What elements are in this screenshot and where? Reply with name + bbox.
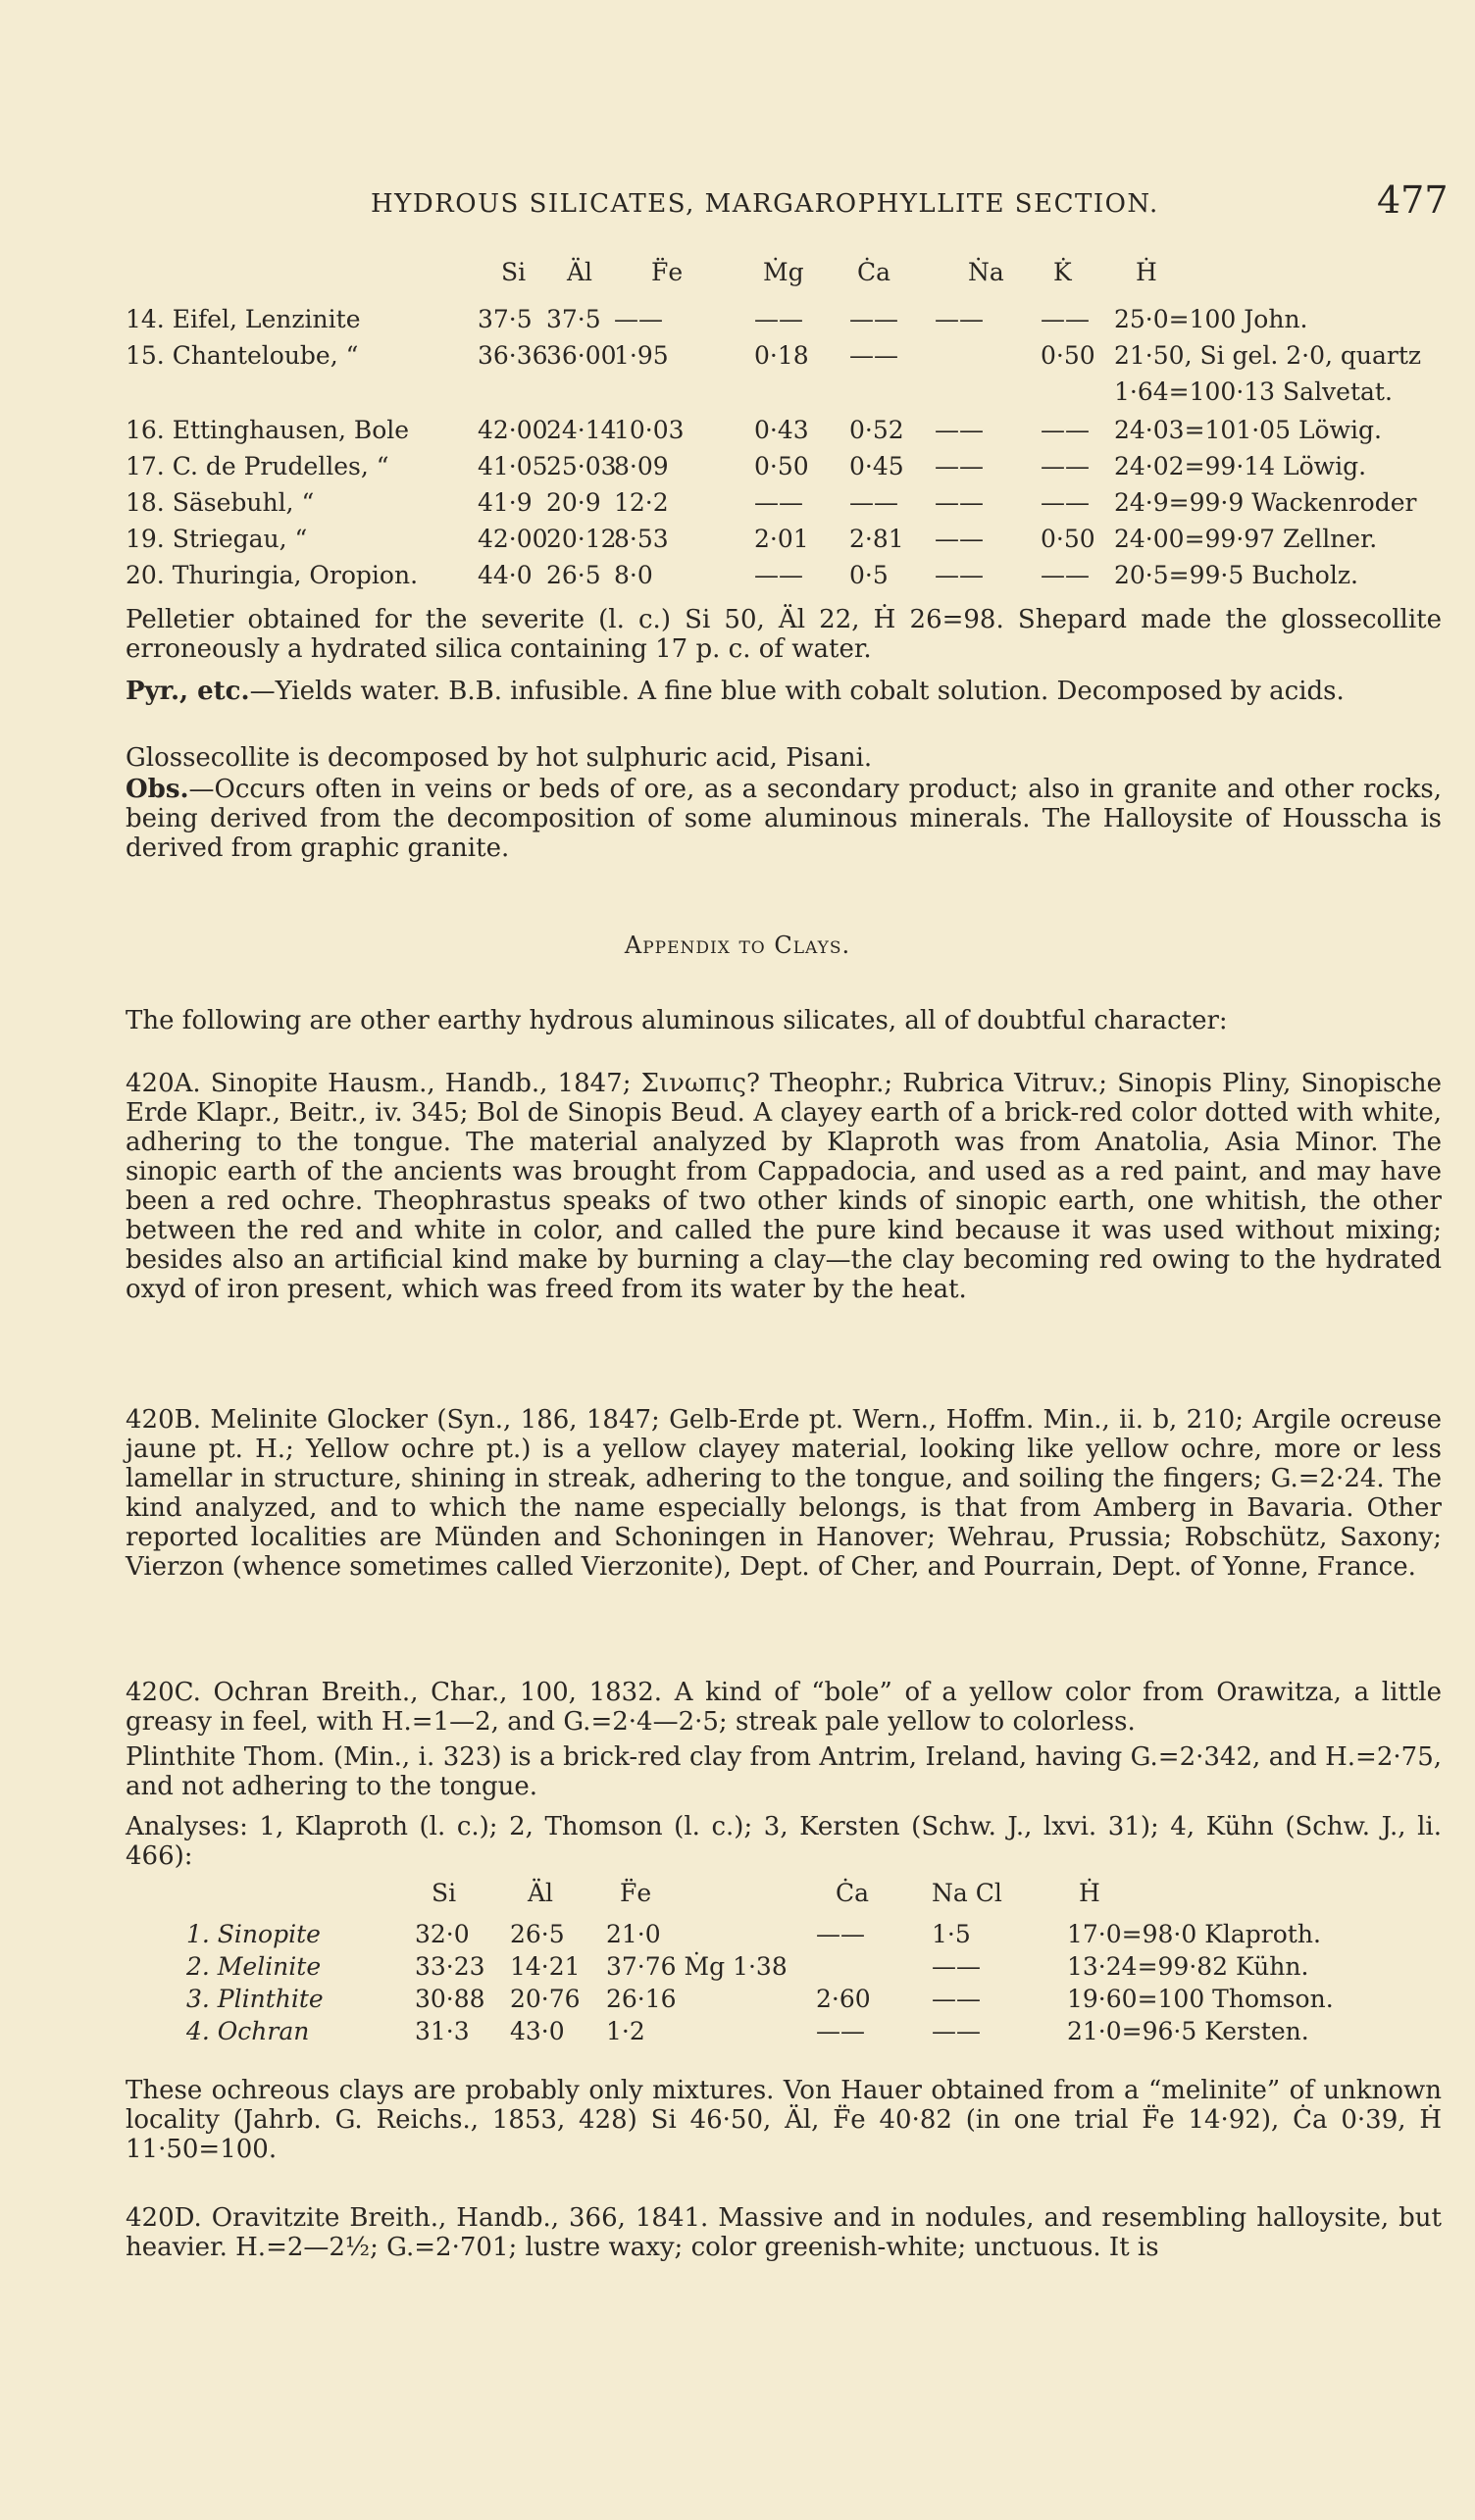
- cell-k: ——: [1041, 561, 1090, 589]
- col-header-mg: Ṁg: [763, 258, 804, 286]
- table-row: [0, 2015, 1475, 2047]
- cell-fe: 37·76 Ṁg 1·38: [606, 1952, 788, 1981]
- cell-fe: 26·16: [606, 1985, 677, 2013]
- cell-ca: 2·81: [849, 525, 904, 553]
- col-header-h: Ḣ: [1079, 1879, 1100, 1907]
- cell-si: 44·0: [478, 561, 533, 589]
- col-header-al: Äl: [528, 1879, 554, 1907]
- cell-name: 2. Melinite: [186, 1952, 322, 1981]
- cell-si: 42·00: [478, 416, 548, 444]
- cell-ca: ——: [849, 341, 898, 370]
- paragraph-pyrognostics: [126, 677, 1442, 706]
- table-row: [0, 557, 1475, 593]
- cell-mg: ——: [754, 305, 803, 333]
- table-row: [0, 484, 1475, 521]
- cell-na: ——: [935, 525, 984, 553]
- cell-fe: 8·09: [614, 452, 669, 480]
- pyr-text: —Yields water. B.B. infusible. A fine blue with cobalt solution. Decomposed by acids.: [249, 677, 1345, 706]
- page-number: 477: [1377, 178, 1449, 222]
- col-header-ca: Ċa: [836, 1879, 870, 1907]
- cell-nacl: 1·5: [932, 1920, 971, 1948]
- table-row: [0, 1983, 1475, 2015]
- cell-ca: 0·52: [849, 416, 904, 444]
- cell-si: 30·88: [415, 1985, 485, 2013]
- cell-name: 1. Sinopite: [186, 1920, 321, 1948]
- cell-ca: 2·60: [816, 1985, 871, 2013]
- cell-k: 0·50: [1041, 525, 1095, 553]
- paragraph-glossecollite: Glossecollite is decomposed by hot sulphuric acid, Pisani.: [126, 743, 873, 773]
- col-header-si: Si: [501, 258, 527, 286]
- cell-h: 1·64=100·13 Salvetat.: [1114, 378, 1393, 406]
- cell-loc: 14. Eifel, Lenzinite: [126, 305, 361, 333]
- table-row: [0, 337, 1475, 374]
- obs-lead: Obs.: [126, 775, 189, 804]
- cell-fe: 10·03: [614, 416, 685, 444]
- cell-nacl: ——: [932, 1952, 981, 1981]
- paragraph-mixtures: These ochreous clays are probably only mixtures. Von Hauer obtained from a “melinite” of unknown locality (Jahrb. G. Reichs., 1853, 428) Si 46·50, Äl, F̈e 40·82 (in one trial F̈e 14·92), Ċa 0·39, Ḣ 11·50=100.: [126, 2076, 1442, 2164]
- cell-mg: ——: [754, 488, 803, 517]
- col-header-h: Ḣ: [1136, 258, 1157, 286]
- col-header-na: Ṅa: [968, 258, 1004, 286]
- table-header-row: [0, 250, 1475, 301]
- cell-loc: 16. Ettinghausen, Bole: [126, 416, 410, 444]
- paragraph-intro: The following are other earthy hydrous aluminous silicates, all of doubtful character:: [126, 1006, 1228, 1035]
- cell-loc: 15. Chanteloube, “: [126, 341, 359, 370]
- cell-mg: ——: [754, 561, 803, 589]
- cell-fe: 8·53: [614, 525, 669, 553]
- obs-text: —Occurs often in veins or beds of ore, as a secondary product; also in granite and other rocks, being derived from the decomposition of some aluminous minerals. The Halloysite of Housscha is derived from graphic granite.: [126, 775, 1442, 863]
- table-row: [0, 448, 1475, 484]
- col-header-k: K̇: [1053, 258, 1072, 286]
- paragraph-plinthite: Plinthite Thom. (Min., i. 323) is a brick-red clay from Antrim, Ireland, having G.=2·342, and H.=2·75, and not adhering to the tongue.: [126, 1742, 1442, 1801]
- cell-h: 25·0=100 John.: [1114, 305, 1308, 333]
- cell-na: ——: [935, 305, 984, 333]
- paragraph-oravitzite: 420D. Oravitzite Breith., Handb., 366, 1841. Massive and in nodules, and resembling halloysite, but heavier. H.=2—2½; G.=2·701; lustre waxy; color greenish-white; unctuous. It is: [126, 2203, 1442, 2262]
- cell-na: ——: [935, 416, 984, 444]
- col-header-fe: F̈e: [651, 258, 684, 286]
- cell-fe: 21·0: [606, 1920, 661, 1948]
- cell-al: 24·14: [546, 416, 617, 444]
- cell-fe: 1·2: [606, 2017, 645, 2045]
- cell-mg: 2·01: [754, 525, 809, 553]
- cell-mg: 0·18: [754, 341, 809, 370]
- paragraph-melinite: 420B. Melinite Glocker (Syn., 186, 1847; Gelb-Erde pt. Wern., Hoffm. Min., ii. b, 210; Argile ocreuse jaune pt. H.; Yellow ochre pt.) is a yellow clayey material, looking like yellow ochre, more or less lamellar in structure, shining in streak, adhering to the tongue, and soiling the fingers; G.=2·24. The kind analyzed, and to which the name especially belongs, is that from Amberg in Bavaria. Other reported localities are Münden and Schoningen in Hanover; Wehrau, Prussia; Robschütz, Saxony; Vierzon (whence sometimes called Vierzonite), Dept. of Cher, and Pourrain, Dept. of Yonne, France.: [126, 1405, 1442, 1582]
- col-header-nacl: Na Cl: [932, 1879, 1002, 1907]
- cell-nacl: ——: [932, 2017, 981, 2045]
- cell-loc: 20. Thuringia, Oropion.: [126, 561, 419, 589]
- cell-name: 4. Ochran: [186, 2017, 310, 2045]
- cell-h: 21·0=96·5 Kersten.: [1067, 2017, 1309, 2045]
- cell-loc: 19. Striegau, “: [126, 525, 308, 553]
- cell-na: ——: [935, 488, 984, 517]
- paragraph-severite: Pelletier obtained for the severite (l. c.) Si 50, Äl 22, Ḣ 26=98. Shepard made the glossecollite erroneously a hydrated silica containing 17 p. c. of water.: [126, 605, 1442, 664]
- cell-al: 14·21: [510, 1952, 581, 1981]
- cell-mg: 0·43: [754, 416, 809, 444]
- cell-ca: 0·5: [849, 561, 889, 589]
- table-row: [0, 412, 1475, 448]
- analysis-table-2: [0, 1873, 1475, 2047]
- cell-al: 26·5: [546, 561, 601, 589]
- cell-ca: ——: [816, 2017, 865, 2045]
- cell-k: ——: [1041, 416, 1090, 444]
- analysis-table-1: [0, 250, 1475, 593]
- cell-h: 21·50, Si gel. 2·0, quartz: [1114, 341, 1422, 370]
- cell-si: 31·3: [415, 2017, 470, 2045]
- cell-ca: 0·45: [849, 452, 904, 480]
- running-title: HYDROUS SILICATES, MARGAROPHYLLITE SECTION.: [371, 189, 1159, 219]
- paragraph-observations: [126, 775, 1442, 863]
- cell-mg: 0·50: [754, 452, 809, 480]
- paragraph-ochran: 420C. Ochran Breith., Char., 100, 1832. A kind of “bole” of a yellow color from Orawitza, a little greasy in feel, with H.=1—2, and G.=2·4—2·5; streak pale yellow to colorless.: [126, 1678, 1442, 1737]
- cell-h: 24·00=99·97 Zellner.: [1114, 525, 1378, 553]
- cell-al: 25·03: [546, 452, 617, 480]
- cell-si: 32·0: [415, 1920, 470, 1948]
- cell-h: 13·24=99·82 Kühn.: [1067, 1952, 1309, 1981]
- cell-k: ——: [1041, 305, 1090, 333]
- cell-al: 36·00: [546, 341, 617, 370]
- cell-ca: ——: [849, 488, 898, 517]
- cell-fe: 8·0: [614, 561, 653, 589]
- cell-si: 41·9: [478, 488, 533, 517]
- cell-al: 20·12: [546, 525, 617, 553]
- cell-h: 24·03=101·05 Löwig.: [1114, 416, 1382, 444]
- cell-al: 43·0: [510, 2017, 565, 2045]
- cell-loc: 18. Säsebuhl, “: [126, 488, 315, 517]
- cell-si: 41·05: [478, 452, 548, 480]
- cell-al: 20·76: [510, 1985, 581, 2013]
- cell-ca: ——: [849, 305, 898, 333]
- col-header-ca: Ċa: [857, 258, 891, 286]
- paragraph-sinopite: 420A. Sinopite Hausm., Handb., 1847; Σινωπις? Theophr.; Rubrica Vitruv.; Sinopis Pliny, Sinopische Erde Klapr., Beitr., iv. 345; Bol de Sinopis Beud. A clayey earth of a brick-red color dotted with white, adhering to the tongue. The material analyzed by Klaproth was from Anatolia, Asia Minor. The sinopic earth of the ancients was brought from Cappadocia, and used as a red paint, and may have been a red ochre. Theophrastus speaks of two other kinds of sinopic earth, one whitish, the other between the red and white in color, and called the pure kind because it was used without mixing; besides also an artificial kind make by burning a clay—the clay becoming red owing to the hydrated oxyd of iron present, which was freed from its water by the heat.: [126, 1069, 1442, 1304]
- appendix-heading: Appendix to Clays.: [624, 932, 851, 959]
- cell-h: 20·5=99·5 Bucholz.: [1114, 561, 1358, 589]
- table-row: [0, 521, 1475, 557]
- cell-nacl: ——: [932, 1985, 981, 2013]
- col-header-fe: F̈e: [620, 1879, 652, 1907]
- table-header-row: [0, 1873, 1475, 1918]
- cell-fe: 1·95: [614, 341, 669, 370]
- paragraph-analyses: Analyses: 1, Klaproth (l. c.); 2, Thomson (l. c.); 3, Kersten (Schw. J., lxvi. 31); 4, Kühn (Schw. J., li. 466):: [126, 1812, 1442, 1871]
- cell-fe: ——: [614, 305, 663, 333]
- cell-ca: ——: [816, 1920, 865, 1948]
- table-row: [0, 1950, 1475, 1983]
- cell-h: 19·60=100 Thomson.: [1067, 1985, 1334, 2013]
- cell-si: 42·00: [478, 525, 548, 553]
- col-header-al: Äl: [567, 258, 593, 286]
- cell-k: 0·50: [1041, 341, 1095, 370]
- cell-k: ——: [1041, 488, 1090, 517]
- table-row: [0, 374, 1475, 410]
- cell-na: ——: [935, 561, 984, 589]
- cell-al: 26·5: [510, 1920, 565, 1948]
- cell-h: 24·02=99·14 Löwig.: [1114, 452, 1367, 480]
- cell-fe: 12·2: [614, 488, 669, 517]
- table-row: [0, 301, 1475, 337]
- cell-al: 37·5: [546, 305, 601, 333]
- cell-k: ——: [1041, 452, 1090, 480]
- col-header-si: Si: [432, 1879, 457, 1907]
- pyr-lead: Pyr., etc.: [126, 677, 250, 706]
- cell-loc: 17. C. de Prudelles, “: [126, 452, 389, 480]
- table-row: [0, 1918, 1475, 1950]
- cell-si: 33·23: [415, 1952, 485, 1981]
- cell-na: ——: [935, 452, 984, 480]
- cell-h: 24·9=99·9 Wackenroder: [1114, 488, 1417, 517]
- cell-si: 36·36: [478, 341, 548, 370]
- cell-name: 3. Plinthite: [186, 1985, 324, 2013]
- cell-al: 20·9: [546, 488, 601, 517]
- cell-si: 37·5: [478, 305, 533, 333]
- cell-h: 17·0=98·0 Klaproth.: [1067, 1920, 1321, 1948]
